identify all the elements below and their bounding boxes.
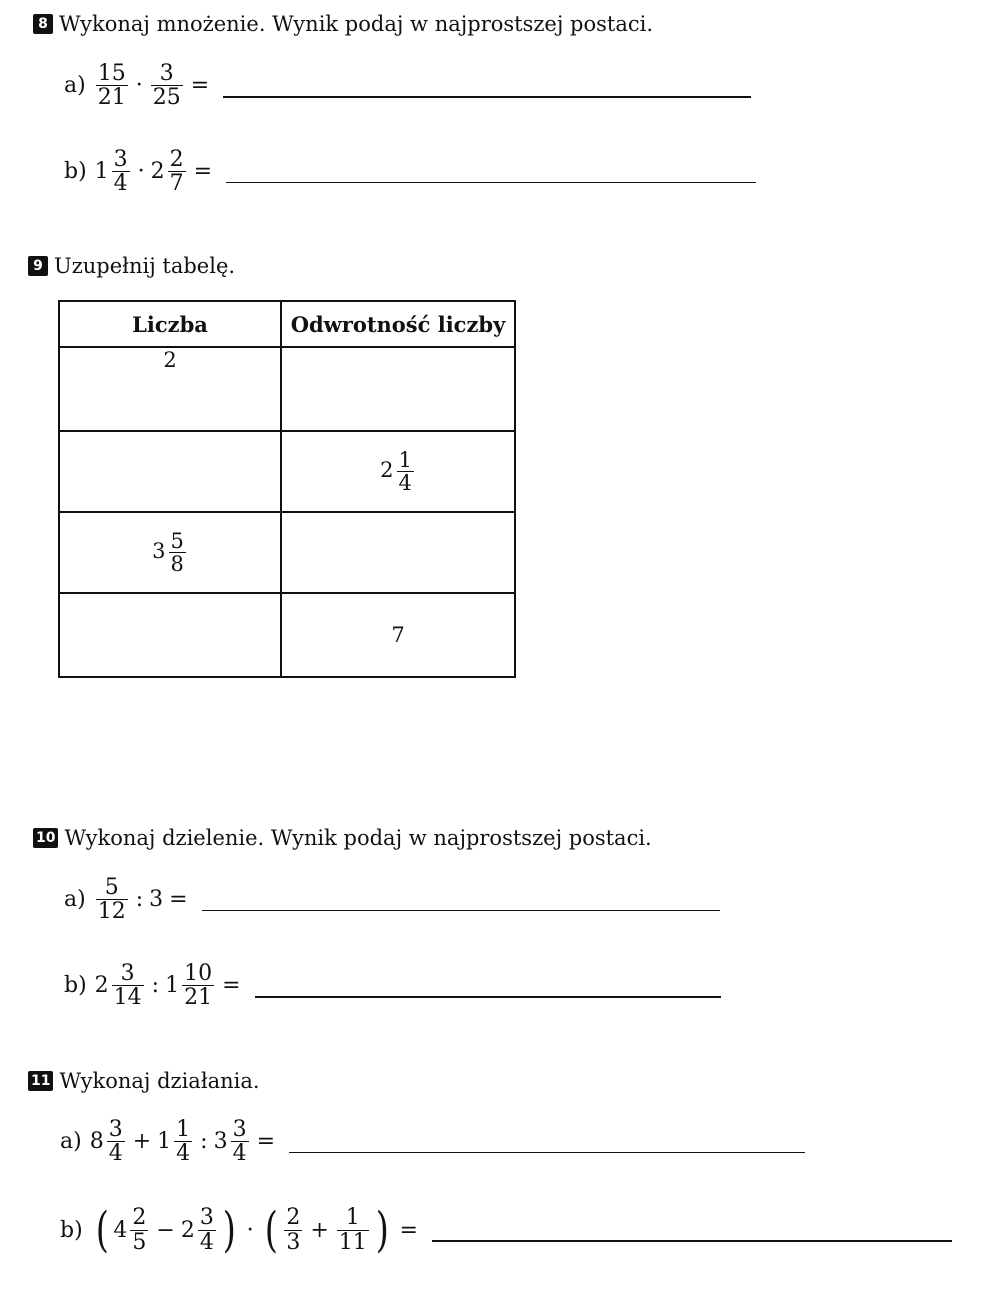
whole-part: 1 bbox=[94, 159, 109, 185]
operator: : bbox=[135, 887, 144, 913]
item-label: a) bbox=[64, 887, 86, 913]
cell-number: 3 $\frac{5}{8}$ bbox=[59, 512, 281, 593]
whole-part: 8 bbox=[89, 1129, 104, 1155]
fraction: $\frac{3}{14}$ bbox=[113, 961, 142, 1011]
whole-part: 2 bbox=[94, 973, 109, 999]
operator: + bbox=[132, 1129, 152, 1155]
operator: − bbox=[156, 1217, 175, 1243]
answer-line[interactable] bbox=[255, 974, 721, 998]
table-row bbox=[59, 431, 515, 512]
whole-part: 1 bbox=[157, 1129, 172, 1155]
cell-number-empty[interactable] bbox=[59, 431, 281, 512]
item-label: b) bbox=[60, 1217, 83, 1243]
fraction: $\frac{5}{12}$ bbox=[97, 875, 126, 925]
task-number-badge: 10 bbox=[33, 828, 58, 848]
reciprocal-table bbox=[58, 300, 516, 678]
equals-sign: = bbox=[256, 1129, 275, 1155]
right-paren: ) bbox=[375, 1202, 389, 1258]
task-11-header bbox=[28, 1069, 260, 1093]
cell-reciprocal-empty[interactable] bbox=[281, 347, 515, 431]
whole-part: 2 bbox=[150, 159, 165, 185]
left-paren: ( bbox=[95, 1202, 109, 1258]
equals-sign: = bbox=[222, 973, 241, 999]
task-10a-equation bbox=[64, 876, 720, 923]
table-row bbox=[59, 512, 515, 593]
operator: : bbox=[200, 1129, 208, 1155]
header-reciprocal: Odwrotność liczby bbox=[281, 301, 515, 347]
task-number-badge: 8 bbox=[33, 14, 53, 34]
fraction: $\frac{10}{21}$ bbox=[184, 961, 213, 1011]
fraction: $\frac{1}{4}$ bbox=[176, 1117, 191, 1167]
equals-sign: = bbox=[169, 887, 188, 913]
whole-part: 4 bbox=[113, 1217, 128, 1243]
task-instruction: Uzupełnij tabelę. bbox=[54, 254, 236, 278]
cell-number: 2 bbox=[59, 347, 281, 431]
item-label: b) bbox=[64, 973, 87, 999]
header-number: Liczba bbox=[59, 301, 281, 347]
cell-reciprocal: 2 $\frac{1}{4}$ bbox=[281, 431, 515, 512]
fraction: $\frac{3}{25}$ bbox=[152, 61, 181, 111]
answer-line[interactable] bbox=[289, 1130, 805, 1153]
table-header-row bbox=[59, 301, 515, 347]
task-number-badge: 9 bbox=[28, 256, 48, 276]
fraction: $\frac{3}{4}$ bbox=[199, 1205, 214, 1255]
task-instruction: Wykonaj mnożenie. Wynik podaj w najprostszej postaci. bbox=[59, 12, 654, 36]
right-paren: ) bbox=[222, 1202, 236, 1258]
fraction: $\frac{2}{3}$ bbox=[286, 1205, 301, 1255]
fraction: $\frac{1}{11}$ bbox=[338, 1205, 367, 1255]
task-instruction: Wykonaj działania. bbox=[59, 1069, 260, 1093]
task-8b-equation bbox=[64, 148, 756, 195]
answer-line[interactable] bbox=[202, 888, 720, 911]
number: 3 bbox=[149, 887, 164, 913]
whole-part: 1 bbox=[165, 973, 180, 999]
item-label: a) bbox=[64, 73, 86, 99]
whole-part: 2 bbox=[180, 1217, 195, 1243]
item-label: b) bbox=[64, 159, 87, 185]
fraction: $\frac{2}{7}$ bbox=[169, 147, 184, 197]
equals-sign: = bbox=[193, 159, 213, 185]
fraction: $\frac{3}{4}$ bbox=[232, 1117, 247, 1167]
operator: + bbox=[310, 1217, 329, 1243]
operator: · bbox=[135, 73, 143, 99]
task-8a-equation bbox=[64, 62, 751, 109]
fraction: $\frac{3}{4}$ bbox=[108, 1117, 123, 1167]
cell-reciprocal: 7 bbox=[281, 593, 515, 677]
answer-line[interactable] bbox=[223, 74, 751, 98]
fraction: $\frac{15}{21}$ bbox=[97, 61, 126, 111]
item-label: a) bbox=[60, 1129, 82, 1155]
operator: · bbox=[246, 1217, 254, 1243]
whole-part: 3 bbox=[213, 1129, 228, 1155]
task-8-header bbox=[33, 12, 653, 36]
operator: : bbox=[151, 973, 160, 999]
left-paren: ( bbox=[264, 1202, 278, 1258]
cell-number-empty[interactable] bbox=[59, 593, 281, 677]
task-10-header bbox=[33, 826, 652, 850]
table-row bbox=[59, 593, 515, 677]
task-9-header bbox=[28, 254, 235, 278]
equals-sign: = bbox=[190, 73, 210, 99]
task-instruction: Wykonaj dzielenie. Wynik podaj w najprostszej postaci. bbox=[64, 826, 652, 850]
fraction: $\frac{2}{5}$ bbox=[132, 1205, 147, 1255]
task-10b-equation bbox=[64, 962, 721, 1009]
answer-line[interactable] bbox=[432, 1218, 952, 1242]
operator: · bbox=[137, 159, 145, 185]
task-11a-equation bbox=[60, 1118, 805, 1165]
equals-sign: = bbox=[399, 1217, 418, 1243]
cell-reciprocal-empty[interactable] bbox=[281, 512, 515, 593]
table-row bbox=[59, 347, 515, 431]
fraction: $\frac{3}{4}$ bbox=[113, 147, 128, 197]
task-number-badge: 11 bbox=[28, 1071, 53, 1091]
task-11b-equation bbox=[60, 1202, 952, 1258]
answer-line[interactable] bbox=[226, 160, 756, 183]
